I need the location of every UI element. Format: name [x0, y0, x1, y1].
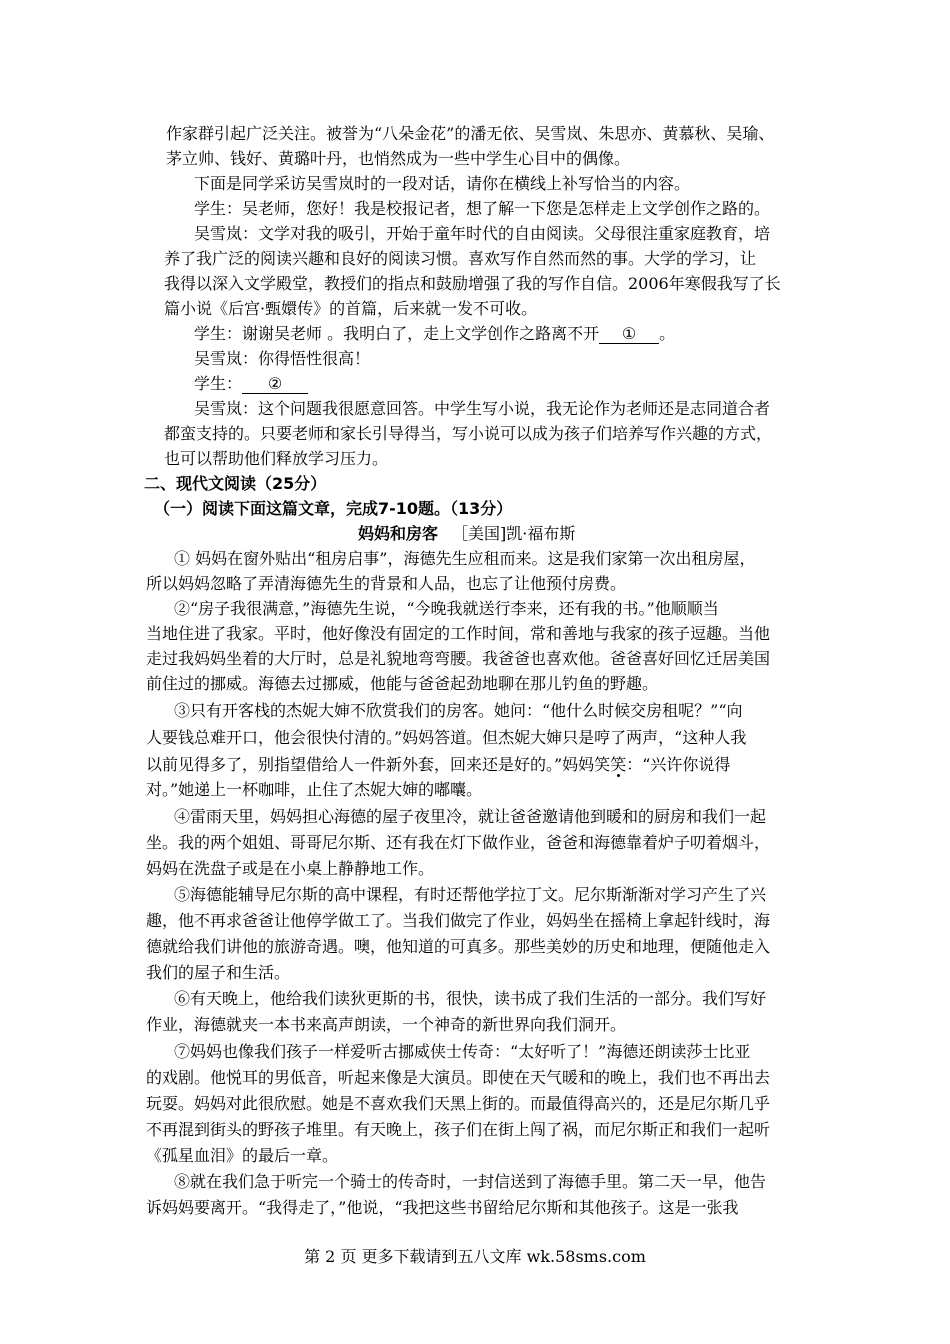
- wu-answer-1-line-3: 我得以深入文学殿堂，教授们的指点和鼓励增强了我的写作自信。2006年寒假我写了长: [164, 274, 781, 293]
- wu-answer-1-line-1: 吴雪岚：文学对我的吸引，开始于童年时代的自由阅读。父母很注重家庭教育，培: [194, 224, 771, 243]
- para-3-emphasis-char: 笑: [610, 755, 627, 774]
- article-title: 妈妈和房客: [358, 524, 439, 543]
- para-5-line-2: 趣，他不再求爸爸让他停学做工了。当我们做完了作业，妈妈坐在摇椅上拿起针线时，海: [146, 911, 771, 930]
- para-2-line-1: ②“房子我很满意，”海德先生说，“今晚我就送行李来，还有我的书。”他顺顺当: [174, 599, 719, 618]
- student-line-2: [194, 324, 675, 344]
- para-7-line-3: 玩耍。妈妈对此很欣慰。她是不喜欢我们天黑上街的。而最值得高兴的，还是尼尔斯几乎: [146, 1094, 771, 1113]
- para-3-line-3: [146, 755, 730, 775]
- wu-answer-3-line-3: 也可以帮助他们释放学习压力。: [164, 449, 389, 468]
- para-2-line-2: 当地住进了我家。平时，他好像没有固定的工作时间，常和善地与我家的孩子逗趣。当他: [146, 624, 771, 643]
- para-5-line-3: 德就给我们讲他的旅游奇遇。噢，他知道的可真多。那些美妙的历史和地理，便随他走入: [146, 937, 771, 956]
- article-heading: [358, 524, 575, 544]
- para-3-line-4: 对。”她递上一杯咖啡，止住了杰妮大婶的嘟囔。: [146, 780, 483, 799]
- wu-answer-1-line-4: 篇小说《后宫·甄嬛传》的首篇，后来就一发不可收。: [164, 299, 538, 318]
- para-3-line-3-a: 以前见得多了，别指望借给人一件新外套，回来还是好的。”妈妈笑: [146, 755, 611, 774]
- student-line-3-text: 学生：: [194, 374, 243, 393]
- wu-answer-3-line-2: 都蛮支持的。只要老师和家长引导得当，写小说可以成为孩子们培养写作兴趣的方式，: [164, 424, 773, 443]
- intro-line-2: 茅立帅、钱好、黄璐叶丹，也悄然成为一些中学生心目中的偶像。: [166, 149, 631, 168]
- sub-section-heading: （一）阅读下面这篇文章，完成7-10题。（13分）: [154, 499, 513, 518]
- para-5-line-4: 我们的屋子和生活。: [146, 963, 291, 982]
- intro-line-1: 作家群引起广泛关注。被誉为“八朵金花”的潘无依、吴雪岚、朱思亦、黄慕秋、吴瑜、: [166, 124, 775, 143]
- para-7-line-1: ⑦妈妈也像我们孩子一样爱听古挪威侠士传奇：“太好听了！”海德还朗读莎士比亚: [174, 1042, 751, 1061]
- wu-answer-1-line-2: 养了我广泛的阅读兴趣和良好的阅读习惯。喜欢写作自然而然的事。大学的学习，让: [164, 249, 757, 268]
- para-8-line-2: 诉妈妈要离开。“我得走了，”他说，“我把这些书留给尼尔斯和其他孩子。这是一张我: [146, 1198, 739, 1217]
- instruction-text: 下面是同学采访吴雪岚时的一段对话，请你在横线上补写恰当的内容。: [194, 174, 691, 193]
- para-8-line-1: ⑧就在我们急于听完一个骑士的传奇时，一封信送到了海德手里。第二天一早，他告: [174, 1172, 767, 1191]
- para-4-line-1: ④雷雨天里，妈妈担心海德的屋子夜里冷，就让爸爸邀请他到暖和的厨房和我们一起: [174, 807, 767, 826]
- student-line-1: 学生：吴老师，您好！我是校报记者，想了解一下您是怎样走上文学创作之路的。: [194, 199, 771, 218]
- student-line-2-end: 。: [659, 324, 676, 343]
- para-3-line-2: 人要钱总难开口，他会很快付清的。”妈妈答道。但杰妮大婶只是哼了两声，“这种人我: [146, 728, 747, 747]
- para-1-line-1: ① 妈妈在窗外贴出“租房启事”，海德先生应租而来。这是我们家第一次出租房屋，: [174, 549, 756, 568]
- para-5-line-1: ⑤海德能辅导尼尔斯的高中课程，有时还帮他学拉丁文。尼尔斯渐渐对学习产生了兴: [174, 885, 767, 904]
- student-line-3: [194, 374, 308, 394]
- fill-blank-1[interactable]: ①: [599, 325, 659, 344]
- fill-blank-2[interactable]: ②: [242, 375, 308, 394]
- page-footer: 第 2 页 更多下载请到五八文库 wk.58sms.com: [304, 1247, 646, 1266]
- para-2-line-3: 走过我妈妈坐着的大厅时，总是礼貌地弯弯腰。我爸爸也喜欢他。爸爸喜好回忆迁居美国: [146, 649, 771, 668]
- para-7-line-5: 《孤星血泪》的最后一章。: [146, 1146, 339, 1165]
- wu-answer-3-line-1: 吴雪岚：这个问题我很愿意回答。中学生写小说，我无论作为老师还是志同道合者: [194, 399, 771, 418]
- para-3-line-3-b: ：“兴许你说得: [626, 755, 731, 774]
- section-heading: 二、现代文阅读（25分）: [144, 474, 327, 493]
- para-3-line-1: ③只有开客栈的杰妮大婶不欣赏我们的房客。她问：“他什么时候交房租呢？”“向: [174, 701, 743, 720]
- para-4-line-2: 坐。我的两个姐姐、哥哥尼尔斯、还有我在灯下做作业，爸爸和海德靠着炉子叨着烟斗，: [146, 833, 771, 852]
- para-6-line-2: 作业，海德就夹一本书来高声朗读，一个神奇的新世界向我们洞开。: [146, 1015, 627, 1034]
- wu-answer-2: 吴雪岚：你得悟性很高！: [194, 349, 371, 368]
- student-line-2-text: 学生：谢谢吴老师 。我明白了，走上文学创作之路离不开: [194, 324, 600, 343]
- para-7-line-4: 不再混到街头的野孩子堆里。有天晚上，孩子们在街上闯了祸，而尼尔斯正和我们一起听: [146, 1120, 771, 1139]
- para-1-line-2: 所以妈妈忽略了弄清海德先生的背景和人品，也忘了让他预付房费。: [146, 574, 627, 593]
- para-4-line-3: 妈妈在洗盘子或是在小桌上静静地工作。: [146, 859, 435, 878]
- para-7-line-2: 的戏剧。他悦耳的男低音，听起来像是大演员。即使在天气暖和的晚上，我们也不再出去: [146, 1068, 771, 1087]
- article-author: ［美国]凯·福布斯: [452, 524, 576, 543]
- para-6-line-1: ⑥有天晚上，他给我们读狄更斯的书，很快，读书成了我们生活的一部分。我们写好: [174, 989, 767, 1008]
- para-2-line-4: 前住过的挪威。海德去过挪威，他能与爸爸起劲地聊在那儿钓鱼的野趣。: [146, 674, 659, 693]
